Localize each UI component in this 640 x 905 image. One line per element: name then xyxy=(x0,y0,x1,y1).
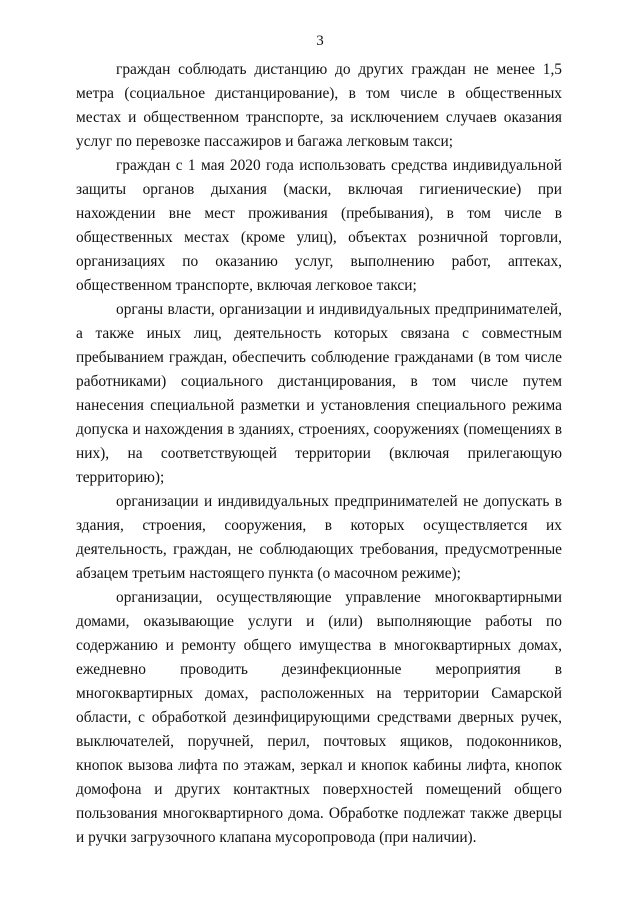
paragraph-distancing: граждан соблюдать дистанцию до других граждан не менее 1,5 метра (социальное дистанцирование), в том числе в общественных местах и общественном транспорте, за исключением случаев оказания услуг по перевозке пассажиров и багажа легковым такси; xyxy=(76,61,562,150)
paragraph-authorities: органы власти, организации и индивидуальных предпринимателей, а также иных лиц, деятельность которых связана с совместным пребыванием граждан, обеспечить соблюдение гражданами (в том числе работниками) социального дистанцирования, в том числе путем нанесения специальной разметки и установления специального режима допуска и нахождения в зданиях, строениях, сооружениях (помещениях в них), на соответствующей территории (включая прилегающую территорию); xyxy=(76,301,562,486)
paragraph-masks: граждан с 1 мая 2020 года использовать средства индивидуальной защиты органов дыхания (маски, включая гигиенические) при нахождении вне мест проживания (пребывания), в том числе в общественных местах (кроме улиц), объектах розничной торговли, организациях по оказанию услуг, выполнению работ, аптеках, общественном транспорте, включая легковое такси; xyxy=(76,157,562,294)
page-number: 3 xyxy=(316,33,324,49)
paragraph-entry-restriction: организации и индивидуальных предпринимателей не допускать в здания, строения, сооружения, в которых осуществляется их деятельность, граждан, не соблюдающих требования, предусмотренные абзацем третьим настоящего пункта (о масочном режиме); xyxy=(76,493,562,582)
paragraph-disinfection: организации, осуществляющие управление многоквартирными домами, оказывающие услуги и (или) выполняющие работы по содержанию и ремонту общего имущества в многоквартирных домах, ежедневно проводить дезинфекционные мероприятия в многоквартирных домах, расположенных на территории Самарской области, с обработкой дезинфицирующими средствами дверных ручек, выключателей, поручней, перил, почтовых ящиков, подоконников, кнопок вызова лифта по этажам, зеркал и кнопок кабины лифта, кнопок домофона и других контактных поверхностей помещений общего пользования многоквартирного дома. Обработке подлежат также дверцы и ручки загрузочного клапана мусоропровода (при наличии). xyxy=(76,589,562,846)
document-body xyxy=(76,58,562,850)
